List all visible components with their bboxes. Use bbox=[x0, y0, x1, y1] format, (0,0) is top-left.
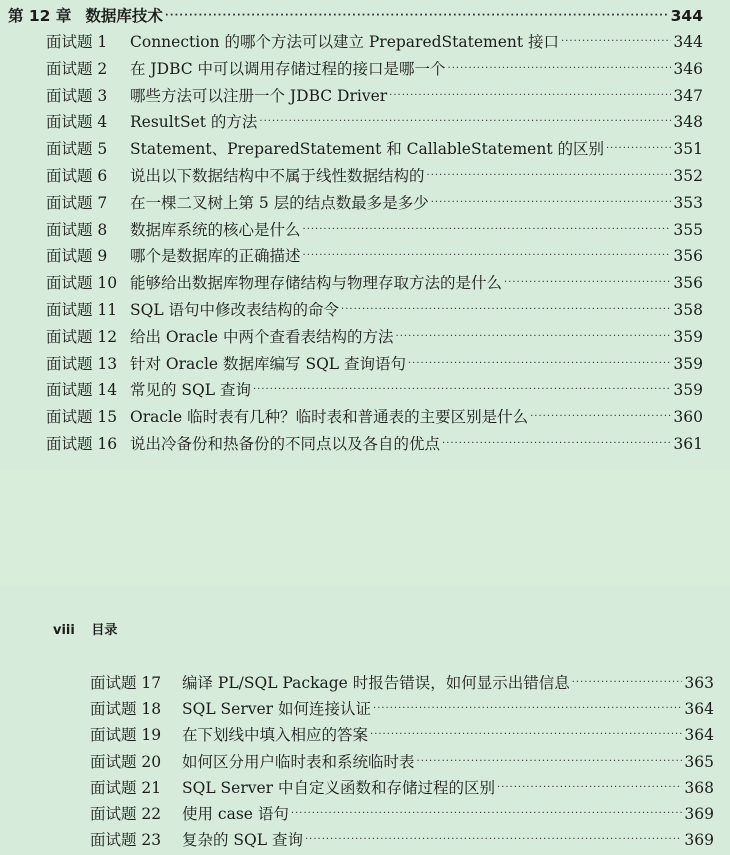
toc-entry-number: 面试题 21 bbox=[90, 778, 162, 797]
toc-entry-title: 针对 Oracle 数据库编写 SQL 查询语句 bbox=[130, 354, 406, 373]
toc-entry bbox=[46, 59, 703, 82]
toc-entry-page: 364 bbox=[684, 726, 714, 745]
toc-entry-title: Statement、PreparedStatement 和 CallableStatement 的区别 bbox=[130, 140, 604, 159]
toc-entry bbox=[46, 327, 703, 350]
toc-entry bbox=[90, 752, 714, 775]
toc-entry bbox=[90, 778, 714, 801]
toc-entry-page: 363 bbox=[684, 674, 714, 692]
leader-dots bbox=[305, 830, 682, 850]
toc-entry bbox=[46, 139, 703, 162]
toc-entry-number: 面试题 1 bbox=[46, 33, 108, 51]
toc-entry-title: 编译 PL/SQL Package 时报告错误，如何显示出错信息 bbox=[182, 674, 570, 692]
chapter-title: 数据库技术 bbox=[85, 7, 163, 25]
toc-entry-page: 369 bbox=[684, 805, 714, 823]
toc-entry-number: 面试题 6 bbox=[46, 167, 108, 185]
leader-dots bbox=[572, 673, 683, 693]
toc-entry-number: 面试题 8 bbox=[46, 220, 108, 239]
toc-entry bbox=[90, 673, 714, 696]
toc-entry bbox=[46, 246, 703, 269]
toc-entry-page: 353 bbox=[673, 193, 703, 212]
toc-entry-number: 面试题 7 bbox=[46, 193, 108, 212]
leader-dots bbox=[504, 273, 671, 293]
toc-entry-title: 哪些方法可以注册一个 JDBC Driver bbox=[130, 86, 388, 105]
leader-dots bbox=[431, 193, 672, 213]
toc-entry-page: 368 bbox=[684, 778, 714, 797]
leader-dots bbox=[530, 407, 671, 427]
toc-entry bbox=[46, 166, 703, 189]
toc-entry-title: SQL Server 中自定义函数和存储过程的区别 bbox=[182, 778, 496, 797]
toc-entry bbox=[46, 300, 703, 323]
toc-entry-title: 哪个是数据库的正确描述 bbox=[130, 247, 301, 266]
leader-dots bbox=[497, 778, 682, 798]
toc-entry bbox=[90, 699, 714, 722]
toc-entry-title: SQL 语句中修改表结构的命令 bbox=[130, 301, 340, 319]
toc-entry-title: 常见的 SQL 查询 bbox=[130, 381, 251, 400]
leader-dots bbox=[606, 139, 671, 159]
leader-dots bbox=[303, 246, 672, 266]
toc-entry bbox=[46, 407, 703, 430]
toc-entry-number: 面试题 20 bbox=[90, 752, 162, 771]
toc-entry bbox=[46, 354, 703, 377]
toc-entry-number: 面试题 16 bbox=[46, 435, 118, 453]
leader-dots bbox=[389, 86, 671, 106]
toc-entry-page: 369 bbox=[684, 831, 714, 850]
toc-entry bbox=[90, 725, 714, 748]
toc-entry-number: 面试题 5 bbox=[46, 140, 108, 159]
page-folio: viii bbox=[53, 623, 75, 638]
toc-entry-number: 面试题 12 bbox=[46, 327, 118, 346]
toc-entry-number: 面试题 17 bbox=[90, 674, 162, 692]
toc-entry-page: 359 bbox=[673, 354, 703, 373]
toc-entry bbox=[46, 32, 703, 55]
leader-dots bbox=[417, 752, 683, 772]
toc-entry-number: 面试题 15 bbox=[46, 408, 118, 427]
toc-entry-page: 358 bbox=[673, 301, 703, 319]
toc-entry bbox=[46, 434, 703, 457]
toc-entry bbox=[46, 86, 703, 109]
toc-entry-page: 352 bbox=[673, 167, 703, 185]
toc-entry-number: 面试题 3 bbox=[46, 86, 108, 105]
toc-entry-number: 面试题 10 bbox=[46, 274, 118, 293]
toc-entry bbox=[46, 273, 703, 296]
toc-entry-page: 347 bbox=[673, 86, 703, 105]
toc-entry bbox=[90, 830, 714, 853]
toc-entry-title: 说出以下数据结构中不属于线性数据结构的 bbox=[130, 167, 425, 185]
leader-dots bbox=[427, 166, 672, 186]
toc-entry-page: 355 bbox=[673, 220, 703, 239]
toc-entry-number: 面试题 13 bbox=[46, 354, 118, 373]
leader-dots bbox=[448, 59, 672, 79]
toc-entry bbox=[46, 112, 703, 135]
leader-dots bbox=[408, 354, 671, 374]
leader-dots bbox=[561, 32, 671, 52]
toc-entry-page: 364 bbox=[684, 700, 714, 719]
toc-entry-number: 面试题 22 bbox=[90, 805, 162, 823]
toc-entry-number: 面试题 9 bbox=[46, 247, 108, 266]
toc-entry-title: SQL Server 如何连接认证 bbox=[182, 700, 372, 719]
toc-entry-title: ResultSet 的方法 bbox=[130, 113, 258, 132]
toc-entry-page: 356 bbox=[673, 274, 703, 293]
leader-dots bbox=[370, 725, 682, 745]
toc-entry-page: 351 bbox=[673, 140, 703, 159]
toc-entry-number: 面试题 11 bbox=[46, 301, 118, 319]
toc-entry-number: 面试题 4 bbox=[46, 113, 108, 132]
toc-entry-number: 面试题 2 bbox=[46, 59, 108, 78]
chapter-page: 344 bbox=[670, 7, 703, 25]
toc-entry-title: 数据库系统的核心是什么 bbox=[130, 220, 301, 239]
page-header-title: 目录 bbox=[91, 623, 118, 638]
toc-entry-number: 面试题 19 bbox=[90, 726, 162, 745]
page-header bbox=[53, 619, 117, 638]
toc-entry-page: 348 bbox=[673, 113, 703, 132]
leader-dots bbox=[303, 220, 672, 240]
toc-entry bbox=[46, 220, 703, 243]
toc-entry-page: 360 bbox=[673, 408, 703, 427]
toc-entry-title: 能够给出数据库物理存储结构与物理存取方法的是什么 bbox=[130, 274, 503, 293]
toc-entry-title: Connection 的哪个方法可以建立 PreparedStatement 接口 bbox=[130, 33, 560, 51]
leader-dots bbox=[373, 699, 682, 719]
toc-entry-page: 344 bbox=[673, 33, 703, 51]
leader-dots bbox=[253, 380, 671, 400]
toc-entry-title: 复杂的 SQL 查询 bbox=[182, 831, 303, 850]
toc-entry-page: 359 bbox=[673, 327, 703, 346]
toc-entry-title: 在 JDBC 中可以调用存储过程的接口是哪一个 bbox=[130, 59, 446, 78]
toc-entry-title: 如何区分用户临时表和系统临时表 bbox=[182, 752, 415, 771]
chapter-heading bbox=[8, 6, 703, 29]
leader-dots bbox=[442, 434, 671, 454]
toc-entry-page: 359 bbox=[673, 381, 703, 400]
toc-entry-page: 356 bbox=[673, 247, 703, 266]
toc-entry bbox=[46, 193, 703, 216]
leader-dots bbox=[291, 804, 683, 824]
leader-dots bbox=[396, 327, 672, 347]
toc-entry-number: 面试题 14 bbox=[46, 381, 118, 400]
toc-entry-number: 面试题 23 bbox=[90, 831, 162, 850]
toc-entry-title: Oracle 临时表有几种？临时表和普通表的主要区别是什么 bbox=[130, 408, 529, 427]
toc-entry-page: 346 bbox=[673, 59, 703, 78]
toc-entry bbox=[46, 380, 703, 403]
chapter-number: 第 12 章 bbox=[8, 7, 72, 25]
toc-entry-number: 面试题 18 bbox=[90, 700, 162, 719]
toc-entry-page: 361 bbox=[673, 435, 703, 453]
toc-entry bbox=[90, 804, 714, 827]
toc-entry-page: 365 bbox=[684, 752, 714, 771]
toc-entry-title: 给出 Oracle 中两个查看表结构的方法 bbox=[130, 327, 394, 346]
page-gap bbox=[0, 470, 730, 585]
toc-entry-title: 使用 case 语句 bbox=[182, 805, 289, 823]
leader-dots bbox=[259, 112, 671, 132]
leader-dots bbox=[165, 6, 669, 26]
toc-entry-title: 在下划线中填入相应的答案 bbox=[182, 726, 369, 745]
toc-entry-title: 说出冷备份和热备份的不同点以及各自的优点 bbox=[130, 435, 441, 453]
leader-dots bbox=[341, 300, 671, 320]
toc-entry-title: 在一棵二叉树上第 5 层的结点数最多是多少 bbox=[130, 193, 429, 212]
